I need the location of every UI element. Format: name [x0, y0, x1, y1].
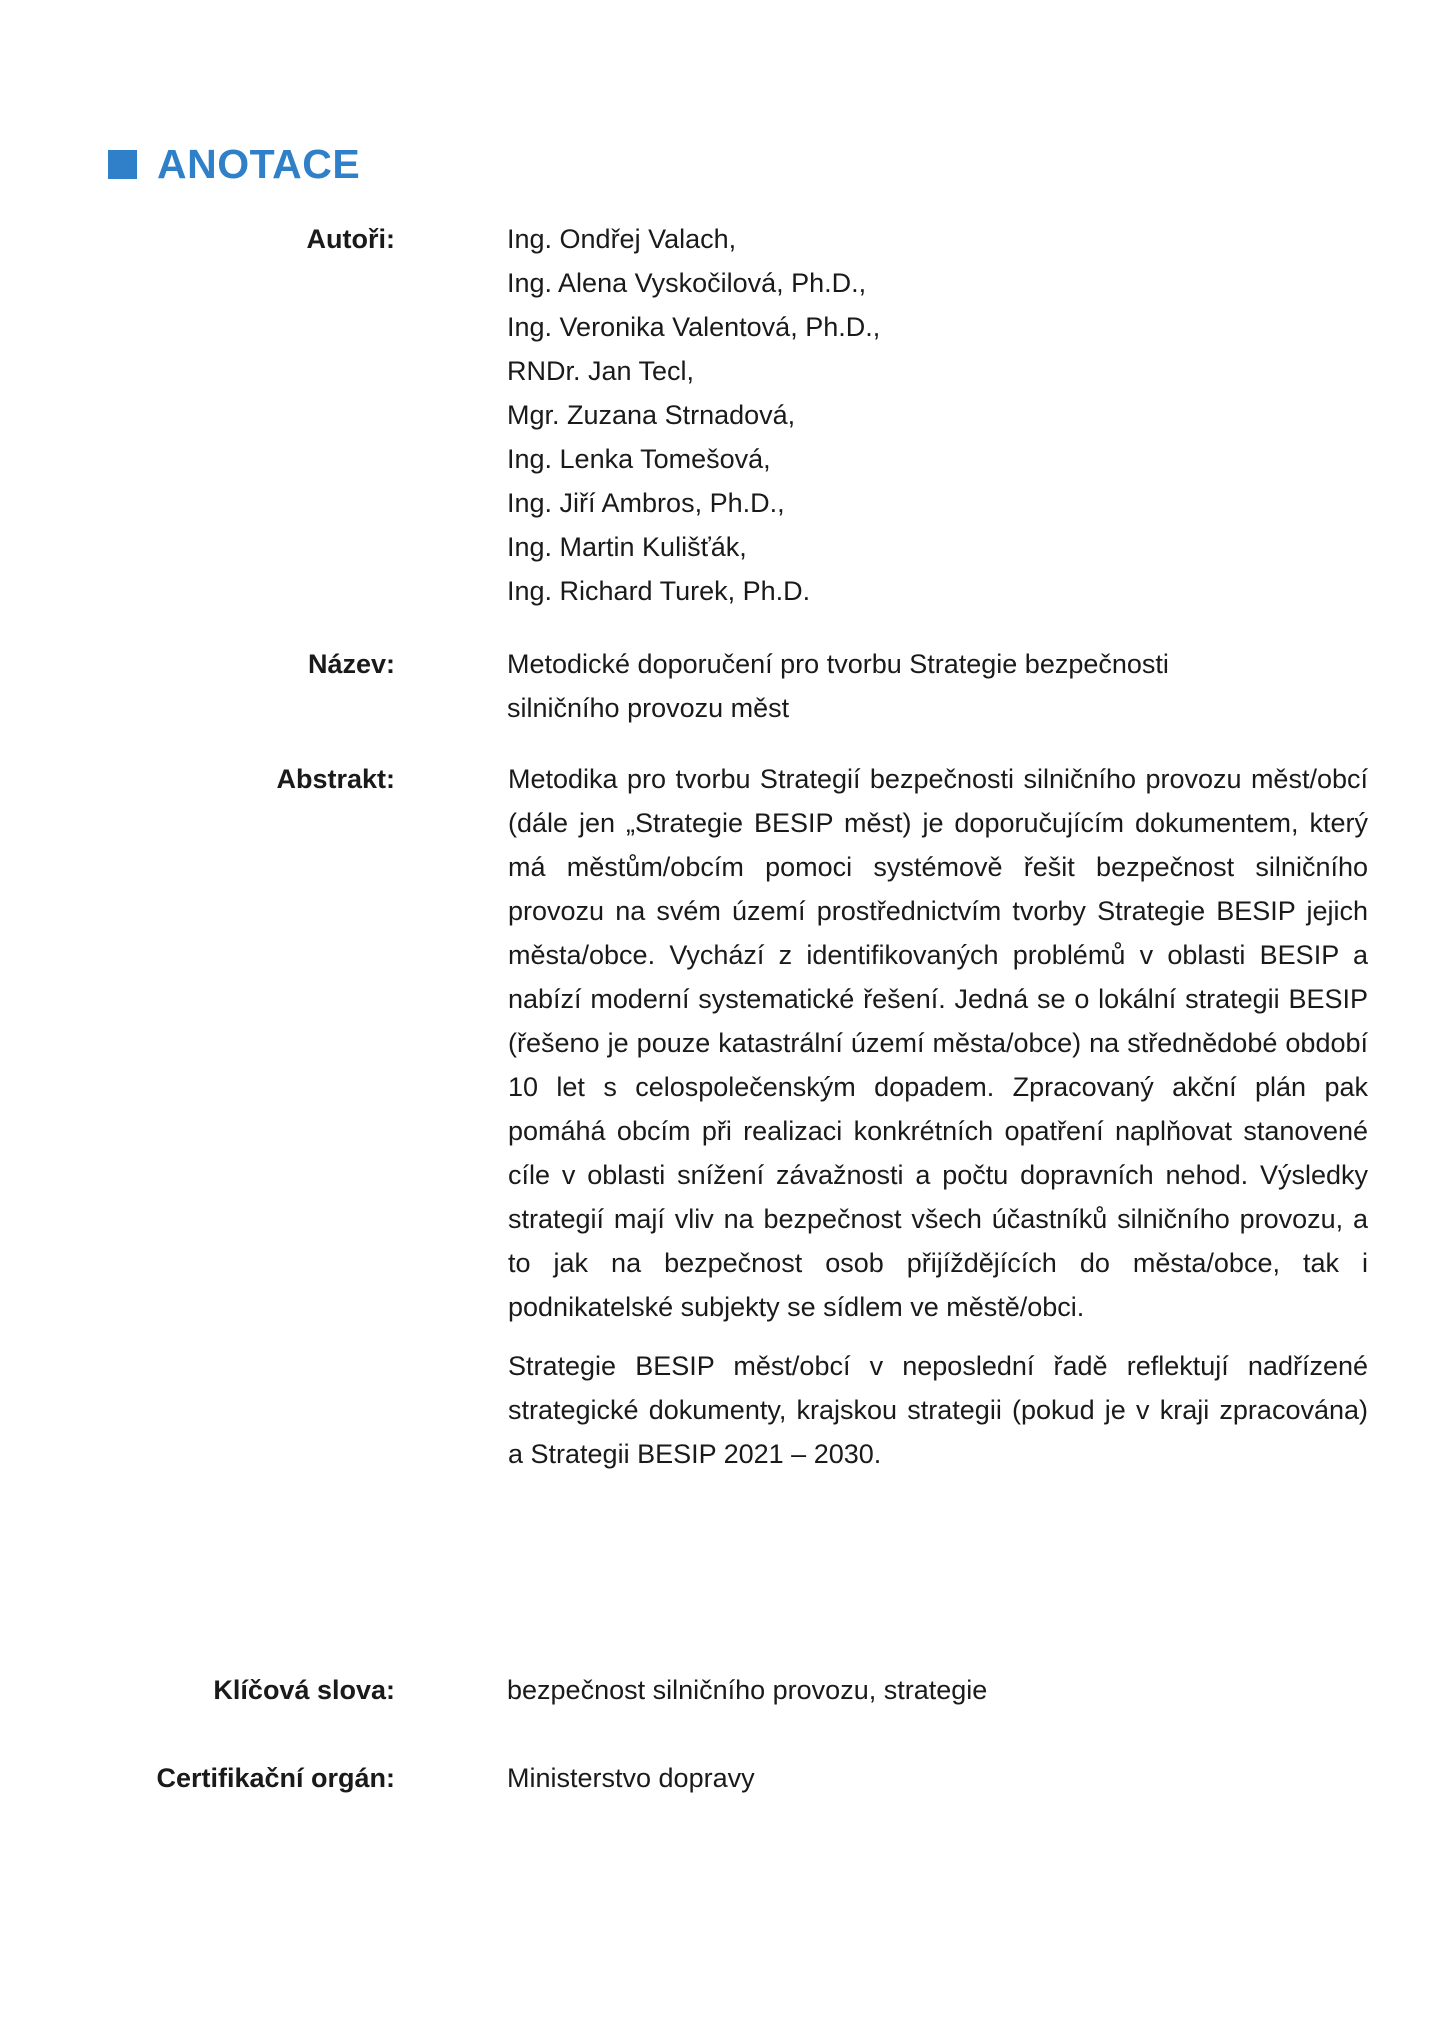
author-name: Ing. Ondřej Valach,	[507, 224, 737, 254]
author-name: RNDr. Jan Tecl,	[507, 356, 695, 386]
heading-square-icon	[108, 150, 137, 179]
section-heading	[108, 138, 360, 190]
author-name: Ing. Alena Vyskočilová, Ph.D.,	[507, 268, 867, 298]
author-name: Ing. Veronika Valentová, Ph.D.,	[507, 312, 881, 342]
title-line: silničního provozu měst	[507, 693, 790, 723]
abstract-body	[508, 757, 1368, 1491]
author-name: Ing. Lenka Tomešová,	[507, 444, 771, 474]
authors-label: Autoři:	[306, 224, 395, 254]
author-name: Ing. Martin Kulišťák,	[507, 532, 747, 562]
author-name: Ing. Richard Turek, Ph.D.	[507, 576, 811, 606]
abstract-label: Abstrakt:	[276, 764, 395, 794]
abstract-paragraph: Strategie BESIP měst/obcí v neposlední řadě reflektují nadřízené strategické dokumenty, krajskou strategii (pokud je v kraji zpracována) a Strategii BESIP 2021 – 2030.	[508, 1351, 1368, 1469]
certification-value: Ministerstvo dopravy	[507, 1763, 755, 1793]
certification-label: Certifikační orgán:	[156, 1763, 395, 1793]
keywords-value: bezpečnost silničního provozu, strategie	[507, 1675, 988, 1705]
keywords-label: Klíčová slova:	[213, 1675, 395, 1705]
title-value	[507, 642, 1367, 730]
author-name: Ing. Jiří Ambros, Ph.D.,	[507, 488, 785, 518]
title-label: Název:	[307, 649, 395, 679]
author-name: Mgr. Zuzana Strnadová,	[507, 400, 796, 430]
authors-list	[507, 217, 1367, 613]
heading-title: ANOTACE	[157, 140, 361, 187]
title-line: Metodické doporučení pro tvorbu Strategie bezpečnosti	[507, 649, 1169, 679]
abstract-paragraph: Metodika pro tvorbu Strategií bezpečnosti silničního provozu měst/obcí (dále jen „Strategie BESIP měst) je doporučujícím dokumentem, který má městům/obcím pomoci systémově řešit bezpečnost silničního provozu na svém území prostřednictvím tvorby Strategie BESIP jejich města/obce. Vychází z identifikovaných problémů v oblasti BESIP a nabízí moderní systematické řešení. Jedná se o lokální strategii BESIP (řešeno je pouze katastrální území města/obce) na střednědobé období 10 let s celospolečenským dopadem. Zpracovaný akční plán pak pomáhá obcím při realizaci konkrétních opatření naplňovat stanovené cíle v oblasti snížení závažnosti a počtu dopravních nehod. Výsledky strategií mají vliv na bezpečnost všech účastníků silničního provozu, a to jak na bezpečnost osob přijíždějících do města/obce, tak i podnikatelské subjekty se sídlem ve městě/obci.	[508, 764, 1368, 1322]
